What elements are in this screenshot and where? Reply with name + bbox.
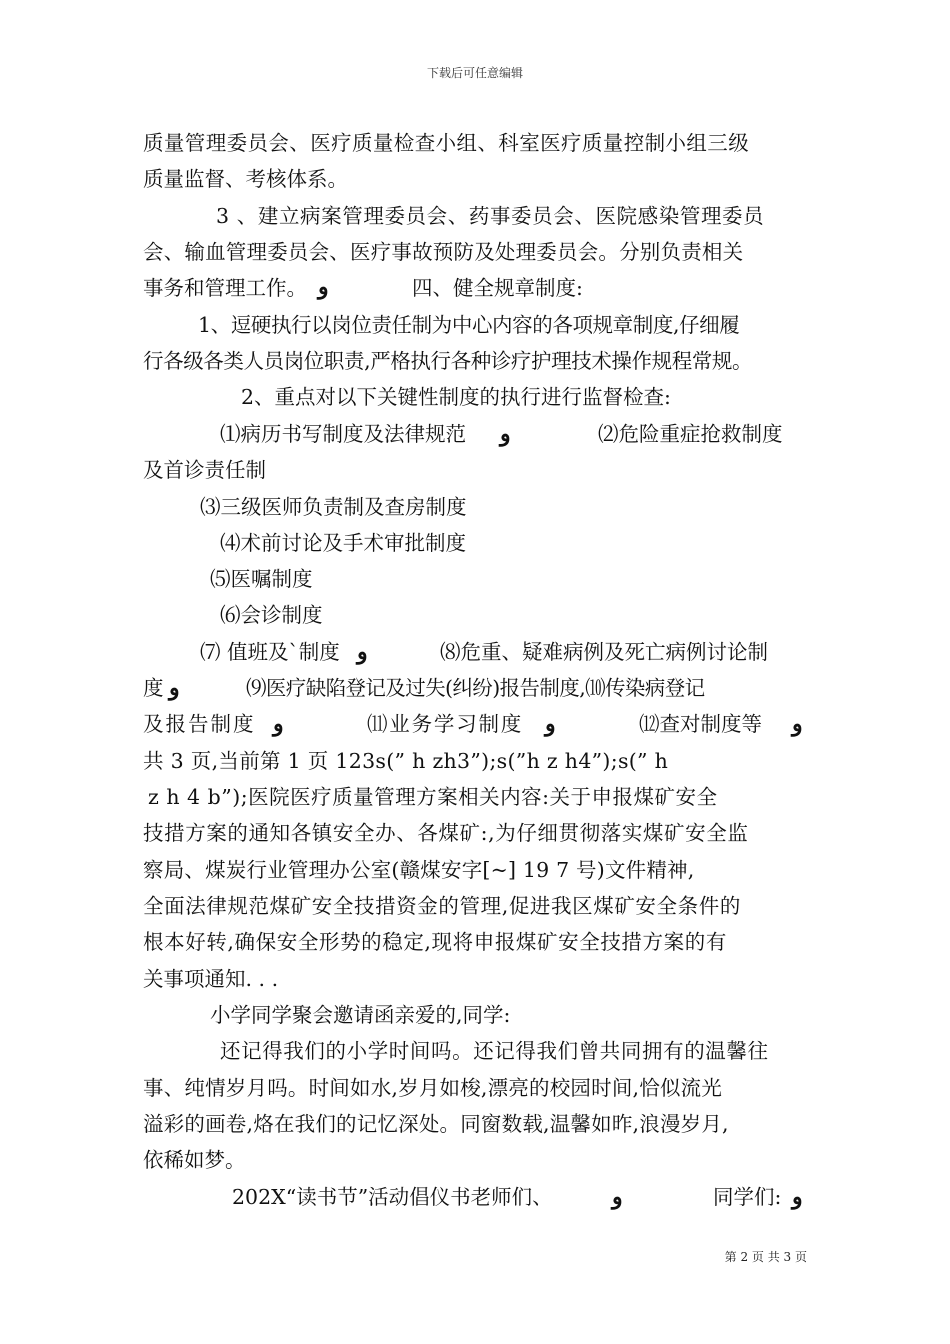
text-line: 四、健全规章制度: xyxy=(412,276,583,300)
text-line: 关事项通知. . . xyxy=(143,967,279,991)
text-line: 度 xyxy=(143,676,164,700)
text-line: ⑴病历书写制度及法律规范 xyxy=(220,422,466,446)
text-line: 共 3 页,当前第 1 页 123s(” h zh3”);s(”h z h4”);s(” h xyxy=(143,749,669,773)
text-line: 行各级各类人员岗位职责,严格执行各种诊疗护理技术操作规程常规。 xyxy=(143,349,753,373)
text-line: 及报告制度 xyxy=(143,712,256,736)
page-header: 下载后可任意编辑 xyxy=(426,66,523,80)
text-line: 会、输血管理委员会、医疗事故预防及处理委员会。分别负责相关 xyxy=(143,240,744,264)
text-line: 察局、煤炭行业管理办公室(赣煤安字[~] 19 7 号)文件精神, xyxy=(143,858,695,882)
text-line: 同学们: xyxy=(713,1185,782,1209)
text-line: ⑻危重、疑难病例及死亡病例讨论制 xyxy=(440,640,768,664)
text-line: 依稀如梦。 xyxy=(143,1148,246,1172)
stray-glyph: و xyxy=(545,711,556,737)
text-line: ⑼医疗缺陷登记及过失(纠纷)报告制度,⑽传染病登记 xyxy=(246,676,705,700)
text-line: 及首诊责任制 xyxy=(143,458,266,482)
text-line: 质量管理委员会、医疗质量检查小组、科室医疗质量控制小组三级 xyxy=(143,131,750,155)
page-footer: 第 2 页 共 3 页 xyxy=(724,1250,807,1264)
text-line: ⑺ 值班及`制度 xyxy=(200,640,340,664)
text-line: 小学同学聚会邀请函亲爱的,同学: xyxy=(210,1003,511,1027)
stray-glyph: و xyxy=(357,639,368,665)
text-line: 溢彩的画卷,烙在我们的记忆深处。同窗数载,温馨如昨,浪漫岁月, xyxy=(143,1112,729,1136)
text-line: ⑶三级医师负责制及查房制度 xyxy=(200,495,467,519)
stray-glyph: و xyxy=(792,1184,803,1210)
text-line: 根本好转,确保安全形势的稳定,现将申报煤矿安全技措方案的有 xyxy=(143,930,727,954)
stray-glyph: و xyxy=(792,711,803,737)
text-line: 技措方案的通知各镇安全办、各煤矿:,为仔细贯彻落实煤矿安全监 xyxy=(143,821,749,845)
text-line: 全面法律规范煤矿安全技措资金的管理,促进我区煤矿安全条件的 xyxy=(143,894,741,918)
text-line: ⑾业务学习制度 xyxy=(367,712,524,736)
text-line: 事务和管理工作。 xyxy=(143,276,307,300)
text-line: ⑸医嘱制度 xyxy=(210,567,313,591)
text-line: 202X“读书节”活动倡仪书老师们、 xyxy=(232,1185,553,1209)
stray-glyph: و xyxy=(273,711,284,737)
text-line: 质量监督、考核体系。 xyxy=(143,167,348,191)
stray-glyph: و xyxy=(500,421,511,447)
text-line: 2、重点对以下关键性制度的执行进行监督检查: xyxy=(241,385,671,409)
text-line: ⑵危险重症抢救制度 xyxy=(598,422,783,446)
text-line: 3 、建立病案管理委员会、药事委员会、医院感染管理委员 xyxy=(216,204,765,228)
text-line: 1、逗硬执行以岗位责任制为中心内容的各项规章制度,仔细履 xyxy=(198,313,740,337)
text-line: 还记得我们的小学时间吗。还记得我们曾共同拥有的温馨往 xyxy=(220,1039,769,1063)
text-line: 事、纯情岁月吗。时间如水,岁月如梭,漂亮的校园时间,恰似流光 xyxy=(143,1076,723,1100)
stray-glyph: و xyxy=(318,274,329,300)
text-line: z h 4 b”);医院医疗质量管理方案相关内容:关于申报煤矿安全 xyxy=(148,785,718,809)
stray-glyph: و xyxy=(612,1184,623,1210)
stray-glyph: و xyxy=(169,675,180,701)
text-line: ⑷术前讨论及手术审批制度 xyxy=(220,531,466,555)
text-line: ⑿查对制度等 xyxy=(639,712,762,736)
text-line: ⑹会诊制度 xyxy=(220,603,323,627)
